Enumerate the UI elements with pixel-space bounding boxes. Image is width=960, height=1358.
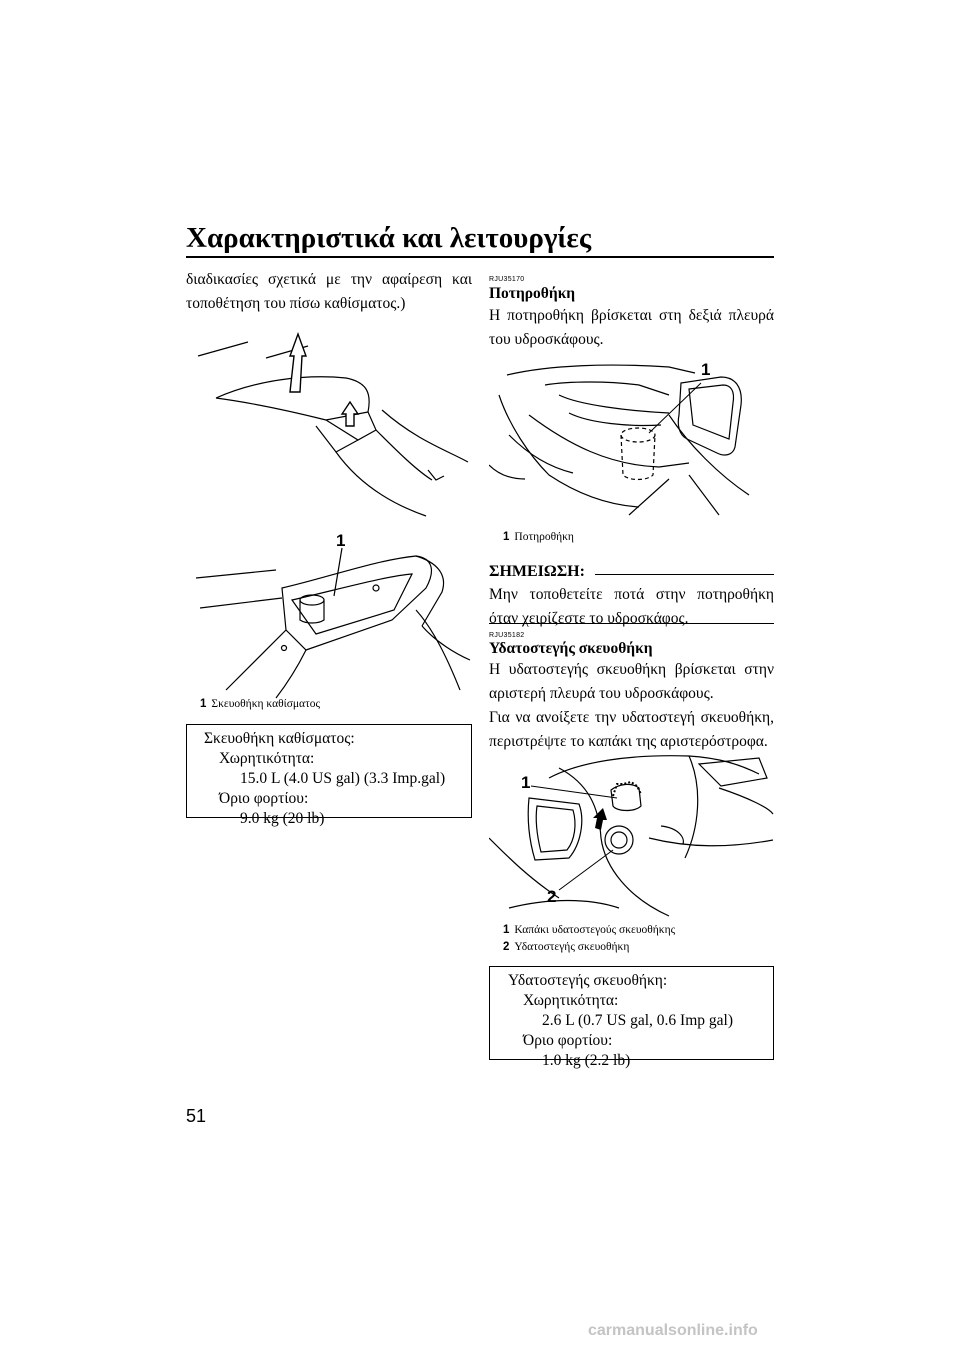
intro-paragraph: διαδικασίες σχετικά με την αφαίρεση και τοποθέτηση του πίσω καθίσματος.) — [186, 271, 472, 312]
cup-holder-caption — [503, 531, 574, 543]
caption-text: Υδατοστεγής σκευοθήκη — [514, 941, 630, 953]
cup-holder-heading: Ποτηροθήκη — [489, 285, 576, 302]
spec-load-label: Όριο φορτίου: — [523, 1032, 613, 1049]
spec-load-label: Όριο φορτίου: — [219, 790, 309, 807]
spec-capacity-label: Χωρητικότητα: — [523, 992, 619, 1009]
note-text: Μην τοποθετείτε ποτά στην ποτηροθήκη όταν χειρίζεστε το υδροσκάφος. — [489, 586, 774, 627]
seat-removal-illustration — [186, 330, 472, 520]
watertight-storage-illustration — [489, 748, 774, 918]
caption-number: 2 — [503, 941, 510, 953]
watertight-callout-1: 1 — [521, 773, 531, 792]
seat-storage-illustration — [186, 530, 472, 700]
spec-load-value: 1.0 kg (2.2 lb) — [542, 1052, 631, 1069]
watertight-paragraph-2: Για να ανοίξετε την υδατοστεγή σκευοθήκη, περιστρέψτε το καπάκι της αριστερόστροφα. — [489, 709, 774, 750]
watertight-caption-2 — [503, 941, 629, 953]
watertight-caption-1 — [503, 924, 675, 936]
seat-storage-spec-box — [186, 724, 472, 827]
note-top-rule — [595, 574, 774, 575]
spec-load-value: 9.0 kg (20 lb) — [240, 810, 325, 827]
seat-storage-caption — [200, 698, 320, 710]
watertight-heading: Υδατοστεγής σκευοθήκη — [489, 640, 653, 657]
watertight-paragraph-1: Η υδατοστεγής σκευοθήκη βρίσκεται στην αριστερή πλευρά του υδροσκάφους. — [489, 661, 774, 702]
seat-storage-callout-1: 1 — [336, 531, 346, 550]
watertight-callout-2: 2 — [547, 887, 557, 906]
cup-holder-illustration — [489, 355, 774, 525]
caption-text: Καπάκι υδατοστεγούς σκευοθήκης — [514, 924, 676, 936]
cup-holder-paragraph: Η ποτηροθήκη βρίσκεται στη δεξιά πλευρά του υδροσκάφους. — [489, 307, 774, 348]
cup-holder-callout-1: 1 — [701, 360, 711, 379]
caption-number: 1 — [503, 531, 510, 543]
page-title: Χαρακτηριστικά και λειτουργίες — [186, 222, 592, 254]
caption-number: 1 — [200, 698, 207, 710]
caption-text: Σκευοθήκη καθίσματος — [211, 698, 321, 710]
caption-text: Ποτηροθήκη — [514, 531, 574, 543]
note-bottom-rule — [489, 623, 774, 624]
watermark[interactable]: carmanualsonline.info — [588, 1322, 758, 1339]
spec-title: Σκευοθήκη καθίσματος: — [204, 730, 355, 747]
page-number: 51 — [186, 1106, 207, 1126]
spec-capacity-label: Χωρητικότητα: — [219, 750, 315, 767]
spec-capacity-value: 2.6 L (0.7 US gal, 0.6 Imp gal) — [542, 1012, 733, 1029]
note-heading: ΣΗΜΕΙΩΣΗ: — [489, 563, 585, 580]
spec-capacity-value: 15.0 L (4.0 US gal) (3.3 Imp.gal) — [240, 770, 446, 787]
watertight-code: RJU35182 — [489, 632, 525, 639]
title-rule — [186, 256, 774, 258]
caption-number: 1 — [503, 924, 510, 936]
spec-title: Υδατοστεγής σκευοθήκη: — [508, 972, 668, 989]
watertight-spec-box — [489, 966, 774, 1069]
cup-holder-code: RJU35170 — [489, 276, 525, 283]
